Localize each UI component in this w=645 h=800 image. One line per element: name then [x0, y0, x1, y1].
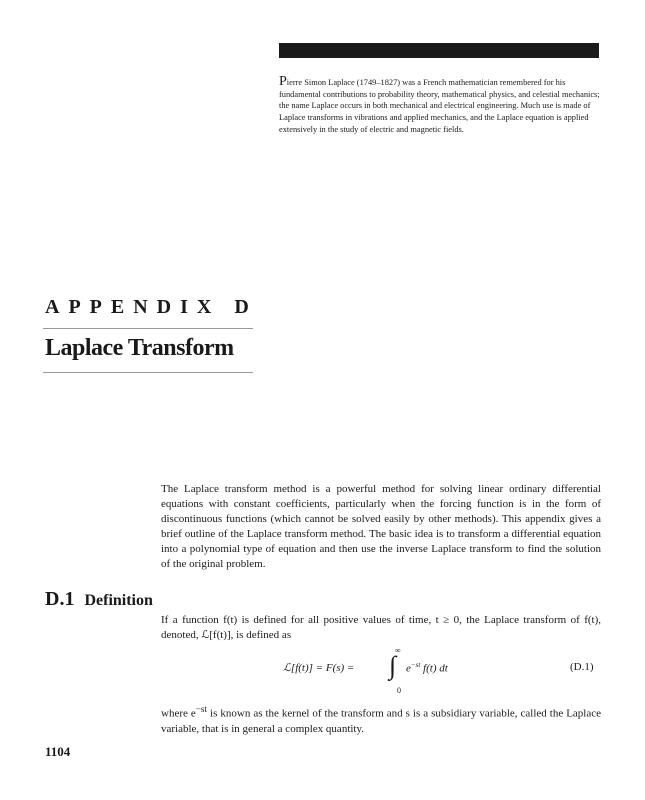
- integral-sign: ∫: [389, 651, 397, 680]
- integral-lower-limit: 0: [397, 686, 401, 695]
- appendix-label: APPENDIX D: [45, 296, 258, 318]
- definition-paragraph: If a function f(t) is defined for all positive values of time, t ≥ 0, the Laplace transform of f(t), denoted, ℒ[f(t)], is defined as: [161, 614, 601, 642]
- integral-upper-limit: ∞: [395, 646, 401, 655]
- epigraph: [279, 74, 601, 136]
- kernel-prefix: where e: [161, 707, 196, 720]
- chapter-title: Laplace Transform: [45, 335, 234, 361]
- epigraph-text: ierre Simon Laplace (1749–1827) was a French mathematician remembered for his fundamental contributions to probability theory, mathematical physics, and celestial mechanics; the name Laplace occurs in both mechanical and electrical engineering. Much use is made of Laplace transforms in vibrations and applied mechanics, and the Laplace equation is applied extensively in the study of electric and magnetic fields.: [279, 78, 600, 134]
- equation-number: (D.1): [570, 661, 594, 673]
- kernel-paragraph: [161, 702, 601, 737]
- kernel-suffix: is known as the kernel of the transform and s is a subsidiary variable, called the Laplace variable, that is in general a complex quantity.: [161, 707, 601, 735]
- integrand-base: e: [406, 662, 411, 675]
- section-heading: [45, 588, 153, 611]
- laplace-equation: [283, 646, 583, 696]
- page-number: 1104: [45, 744, 71, 759]
- integrand: [406, 661, 448, 675]
- header-bar: [279, 43, 599, 58]
- integrand-exponent: −st: [410, 661, 421, 669]
- section-number: D.1: [45, 588, 75, 610]
- equation-lhs: ℒ[f(t)] = F(s) =: [283, 662, 355, 674]
- intro-paragraph: The Laplace transform method is a powerful method for solving linear ordinary differential equations with constant coefficients, particularly when the forcing function is in the form of discontinuous functions (which cannot be solved easily by other methods). This appendix gives a brief outline of the Laplace transform method. The basic idea is to transform a differential equation into a polynomial type of equation and then use the inverse Laplace transform to find the solution of the original problem.: [161, 483, 601, 571]
- section-title: Definition: [84, 592, 153, 609]
- title-rule-top: [43, 328, 253, 329]
- kernel-exponent: −st: [195, 704, 208, 714]
- drop-cap: P: [279, 74, 287, 89]
- title-rule-bottom: [43, 372, 253, 373]
- integrand-rest: f(t) dt: [420, 662, 448, 675]
